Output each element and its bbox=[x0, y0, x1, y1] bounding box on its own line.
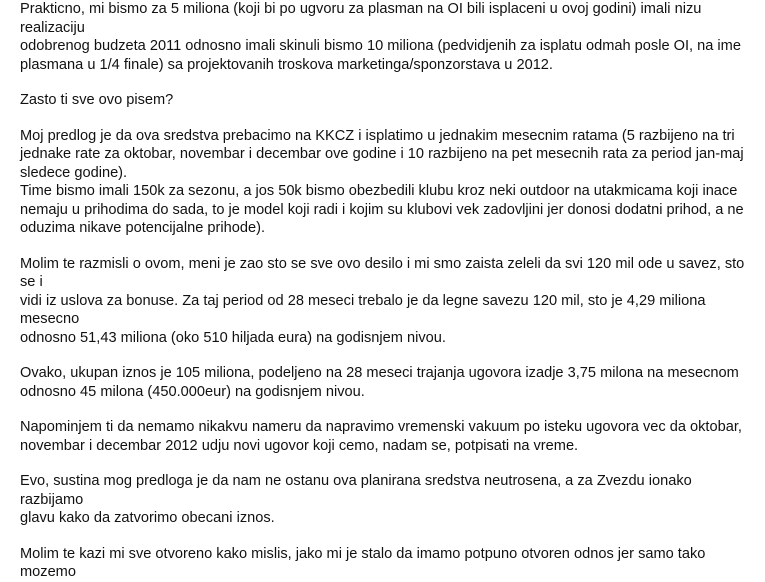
paragraph-total-amount: Ovako, ukupan iznos je 105 miliona, podeljeno na 28 meseci trajanja ugovora izadje 3,75 milona na mesecnom odnosno 45 milona (450.000eur) na godisnjem nivou. bbox=[20, 365, 739, 400]
paragraph-question: Zasto ti sve ovo pisem? bbox=[20, 92, 174, 108]
paragraph-budget-context: Prakticno, mi bismo za 5 miliona (koji bi po ugvoru za plasman na OI bili isplaceni u ovoj godini) imali nizu realizaciju odobrenog budzeta 2011 odnosno imali skinuli bismo 10 miliona (pedvidjenih za isplatu odmah posle OI, na ime plasmana u 1/4 finale) sa projektovanih troskova marketinga/sponzorstava u 2012. bbox=[20, 1, 741, 73]
paragraph-consideration: Molim te razmisli o ovom, meni je zao sto se sve ovo desilo i mi smo zaista zeleli da svi 120 mil ode u savez, sto se i vidi iz uslova za bonuse. Za taj period od 28 meseci trebalo je da legne savezu 120 mil, sto je 4,29 miliona mesecno odnosno 51,43 miliona (oko 510 hiljada eura) na godisnjem nivou. bbox=[20, 255, 745, 346]
paragraph-proposal: Moj predlog je da ova sredstva prebacimo na KKCZ i isplatimo u jednakim mesecnim ratama (5 razbijeno na tri jednake rate za oktobar, novembar i decembar ove godine i 10 razbijeno na pet mesecnih rata za period jan-maj sledece godine). Time bismo imali 150k za sezonu, a jos 50k bismo obezbedili klubu kroz neki outdoor na utakmicama koji inace nemaju u prihodima do sada, to je model koji radi i kojim su klubovi vek zadovljini jer donosi dodatni prihod, a ne oduzima nikave potencijalne prihode). bbox=[20, 127, 744, 236]
paragraph-closing: Molim te kazi mi sve otvoreno kako mislis, jako mi je stalo da imamo potpuno otvoren odnos jer samo tako mozemo bbox=[20, 545, 706, 580]
paragraph-essence: Evo, sustina mog predloga je da nam ne ostanu ova planirana sredstva neutrosena, a za Zvezdu ionako razbijamo glavu kako da zatvorimo obecani iznos. bbox=[20, 473, 692, 526]
paragraph-no-vacuum: Napominjem ti da nemamo nikakvu nameru da napravimo vremenski vakuum po isteku ugovora vec da oktobar, novembar i decembar 2012 udju novi ugovor koji cemo, nadam se, potpisati na vreme. bbox=[20, 419, 742, 454]
